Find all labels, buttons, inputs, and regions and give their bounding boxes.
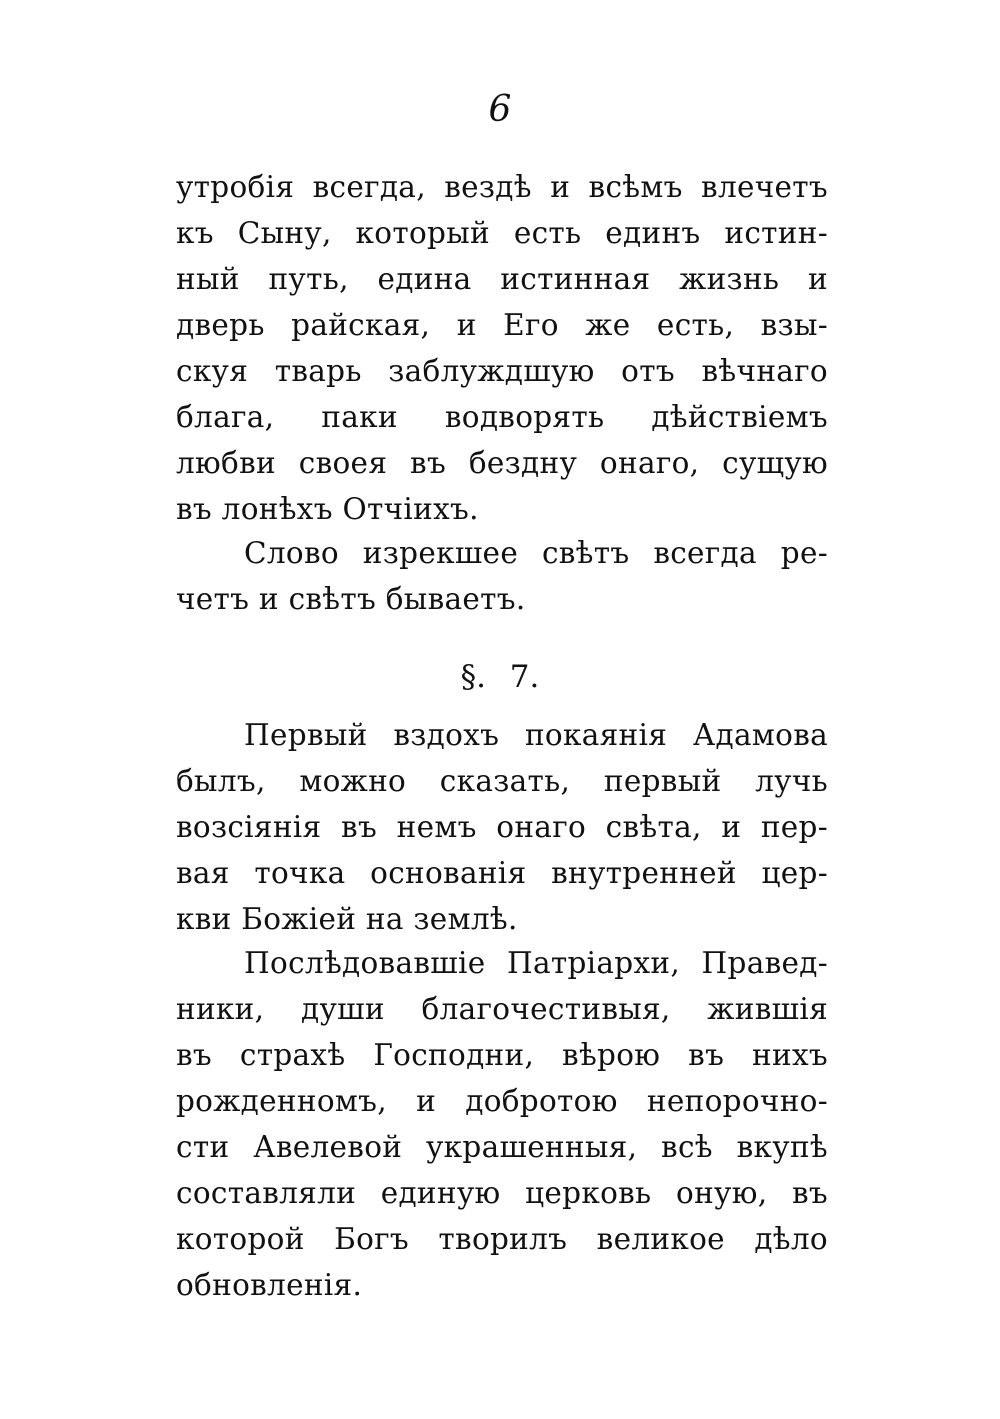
text-line: четъ и свѣтъ бываетъ.	[176, 582, 526, 616]
text-line: рожденномъ, и добротою непорочно-	[176, 1084, 828, 1118]
text-line: Первый вздохъ покаянія Адамова	[244, 718, 828, 752]
page-number: 6	[488, 89, 512, 130]
text-line: составляли единую церковь оную, въ	[176, 1176, 828, 1210]
text-line: ный путь, едина истинная жизнь и	[176, 262, 828, 296]
text-line: къ Сыну, который есть единъ истин-	[176, 216, 828, 250]
text-line: обновленія.	[176, 1268, 363, 1302]
text-line: Послѣдовавшіе Патріархи, Правед-	[244, 946, 828, 980]
text-line: утробія всегда, вездѣ и всѣмъ влечетъ	[176, 170, 828, 204]
text-line: Слово изрекшее свѣтъ всегда ре-	[244, 536, 828, 570]
text-line: дверь райская, и Его же есть, взы-	[176, 308, 828, 342]
text-line: ники, души благочестивыя, жившія	[176, 992, 828, 1026]
text-line: сти Авелевой украшенныя, всѣ вкупѣ	[176, 1130, 828, 1164]
text-line: скуя тварь заблуждшую отъ вѣчнаго	[176, 354, 828, 388]
text-line: вая точка основанія внутренней цер-	[176, 856, 828, 890]
text-line: любви своея въ бездну онаго, сущую	[176, 446, 828, 480]
text-line: въ лонѣхъ Отчіихъ.	[176, 492, 479, 526]
text-line: которой Богъ творилъ великое дѣло	[176, 1222, 828, 1256]
text-line: блага, паки водворять дѣйствіемъ	[176, 400, 828, 434]
section-heading: §. 7.	[460, 659, 540, 695]
text-line: въ страхѣ Господни, вѣрою въ нихъ	[176, 1038, 828, 1072]
text-line: возсіянія въ немъ онаго свѣта, и пер-	[176, 810, 828, 844]
text-line: былъ, можно сказать, первый лучь	[176, 764, 828, 798]
text-line: кви Божіей на землѣ.	[176, 902, 518, 936]
